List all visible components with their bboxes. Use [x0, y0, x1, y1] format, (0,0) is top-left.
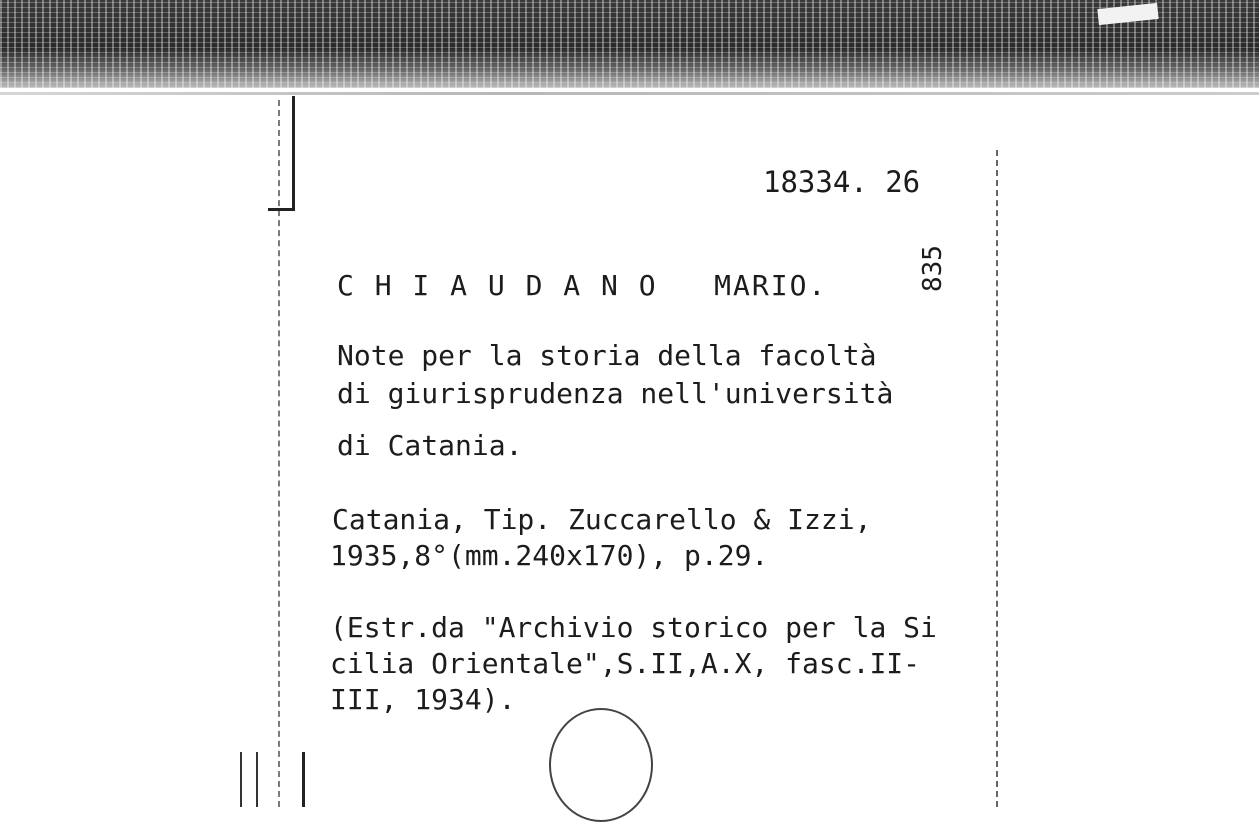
imprint-line: Catania, Tip. Zuccarello & Izzi, — [332, 503, 872, 536]
imprint-line: 1935,8°(mm.240x170), p.29. — [330, 539, 769, 572]
bottom-edge-marks — [240, 752, 305, 807]
call-number: 18334. 26 — [763, 165, 921, 199]
scan-border-top — [0, 0, 1259, 88]
note-line: (Estr.da "Archivio storico per la Si — [330, 611, 937, 644]
note-line: cilia Orientale",S.II,A.X, fasc.II- — [330, 647, 921, 680]
punch-hole — [549, 708, 653, 822]
title-line: di Catania. — [337, 429, 523, 462]
side-number: 835 — [918, 245, 948, 292]
card-right-edge — [996, 150, 998, 807]
author-heading: C H I A U D A N O MARIO. — [337, 269, 828, 302]
note-line: III, 1934). — [330, 683, 516, 716]
title-line: di giurisprudenza nell'università — [337, 377, 894, 410]
corner-bracket — [268, 96, 295, 211]
title-line: Note per la storia della facoltà — [337, 339, 877, 372]
scan-edge-line — [0, 92, 1259, 95]
